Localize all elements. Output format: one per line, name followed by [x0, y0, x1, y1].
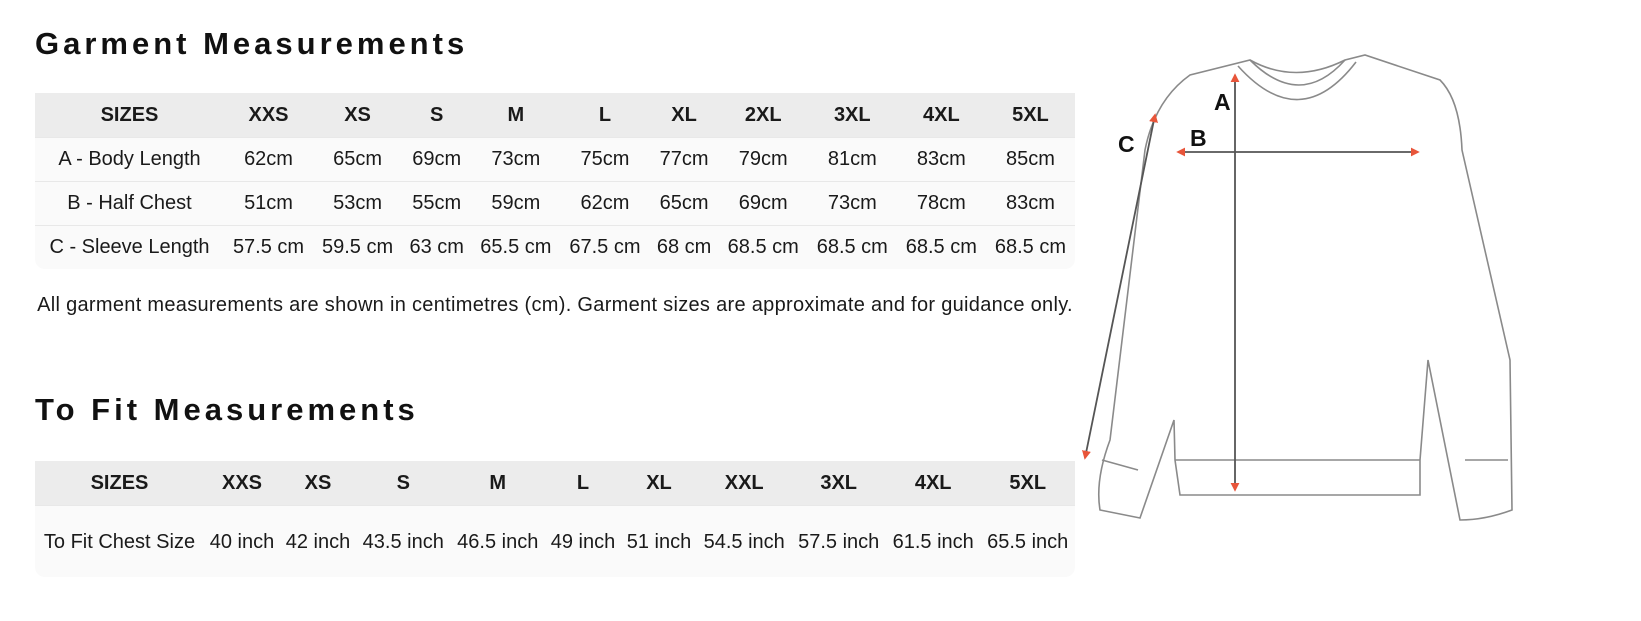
- label-a: A: [1214, 89, 1231, 115]
- measurement-cell: 61.5 inch: [886, 505, 980, 577]
- size-header-3xl: 3XL: [808, 93, 897, 137]
- row-label: To Fit Chest Size: [35, 505, 204, 577]
- size-header-xxl: XXL: [697, 461, 791, 505]
- measurement-cell: 68.5 cm: [986, 225, 1075, 269]
- row-label: B - Half Chest: [35, 181, 224, 225]
- size-header-xs: XS: [313, 93, 402, 137]
- size-header-l: L: [545, 461, 621, 505]
- measurement-cell: 65.5 cm: [471, 225, 560, 269]
- size-header-m: M: [450, 461, 544, 505]
- table-row: [35, 137, 1075, 181]
- size-header-4xl: 4XL: [886, 461, 980, 505]
- size-header-5xl: 5XL: [986, 93, 1075, 137]
- measurement-cell: 68.5 cm: [719, 225, 808, 269]
- garment-measurements-table: [35, 93, 1075, 269]
- measurement-cell: 59cm: [471, 181, 560, 225]
- measurement-cell: 55cm: [402, 181, 471, 225]
- size-header-xxs: XXS: [224, 93, 313, 137]
- size-header-xs: XS: [280, 461, 356, 505]
- row-label: C - Sleeve Length: [35, 225, 224, 269]
- measurement-cell: 77cm: [649, 137, 718, 181]
- table-header-row: [35, 93, 1075, 137]
- size-header-xl: XL: [621, 461, 697, 505]
- size-header-3xl: 3XL: [791, 461, 885, 505]
- table-row: [35, 505, 1075, 577]
- measurement-cell: 42 inch: [280, 505, 356, 577]
- measurement-cell: 63 cm: [402, 225, 471, 269]
- measurement-cell: 69cm: [402, 137, 471, 181]
- measurement-note: All garment measurements are shown in centimetres (cm). Garment sizes are approximate and for guidance only.: [37, 294, 1073, 316]
- sweatshirt-outline: [1099, 55, 1512, 520]
- measurement-cell: 62cm: [224, 137, 313, 181]
- measurement-cell: 68.5 cm: [808, 225, 897, 269]
- label-b: B: [1190, 125, 1207, 151]
- measurement-cell: 68 cm: [649, 225, 718, 269]
- measurement-cell: 54.5 inch: [697, 505, 791, 577]
- sizes-header: SIZES: [35, 461, 204, 505]
- measurement-cell: 51 inch: [621, 505, 697, 577]
- measurement-cell: 81cm: [808, 137, 897, 181]
- size-header-m: M: [471, 93, 560, 137]
- measurement-cell: 49 inch: [545, 505, 621, 577]
- measurement-cell: 65.5 inch: [980, 505, 1075, 577]
- size-header-xl: XL: [649, 93, 718, 137]
- measurement-cell: 83cm: [897, 137, 986, 181]
- measurement-cell: 57.5 inch: [791, 505, 885, 577]
- measurement-cell: 73cm: [471, 137, 560, 181]
- sizes-header: SIZES: [35, 93, 224, 137]
- measurement-cell: 67.5 cm: [560, 225, 649, 269]
- measurement-cell: 62cm: [560, 181, 649, 225]
- measurement-cell: 69cm: [719, 181, 808, 225]
- measurement-cell: 43.5 inch: [356, 505, 450, 577]
- size-header-2xl: 2XL: [719, 93, 808, 137]
- size-header-5xl: 5XL: [980, 461, 1075, 505]
- measurement-cell: 68.5 cm: [897, 225, 986, 269]
- measurement-cell: 65cm: [313, 137, 402, 181]
- measurement-cell: 59.5 cm: [313, 225, 402, 269]
- measurement-cell: 51cm: [224, 181, 313, 225]
- measurement-cell: 85cm: [986, 137, 1075, 181]
- measurement-cell: 73cm: [808, 181, 897, 225]
- table-row: [35, 225, 1075, 269]
- measurement-cell: 79cm: [719, 137, 808, 181]
- measurement-cell: 83cm: [986, 181, 1075, 225]
- size-header-4xl: 4XL: [897, 93, 986, 137]
- measurement-cell: 57.5 cm: [224, 225, 313, 269]
- size-header-s: S: [402, 93, 471, 137]
- size-header-xxs: XXS: [204, 461, 280, 505]
- measurement-cell: 65cm: [649, 181, 718, 225]
- garment-measurements-title: Garment Measurements: [35, 26, 469, 61]
- measurement-cell: 46.5 inch: [450, 505, 544, 577]
- table-row: [35, 181, 1075, 225]
- fit-measurements-table: [35, 461, 1075, 577]
- measurement-cell: 78cm: [897, 181, 986, 225]
- measurement-cell: 53cm: [313, 181, 402, 225]
- measurement-cell: 75cm: [560, 137, 649, 181]
- size-header-l: L: [560, 93, 649, 137]
- size-header-s: S: [356, 461, 450, 505]
- label-c: C: [1118, 131, 1135, 157]
- fit-measurements-title: To Fit Measurements: [35, 392, 419, 427]
- sweatshirt-diagram: [1118, 40, 1610, 560]
- table-header-row: [35, 461, 1075, 505]
- measurement-cell: 40 inch: [204, 505, 280, 577]
- row-label: A - Body Length: [35, 137, 224, 181]
